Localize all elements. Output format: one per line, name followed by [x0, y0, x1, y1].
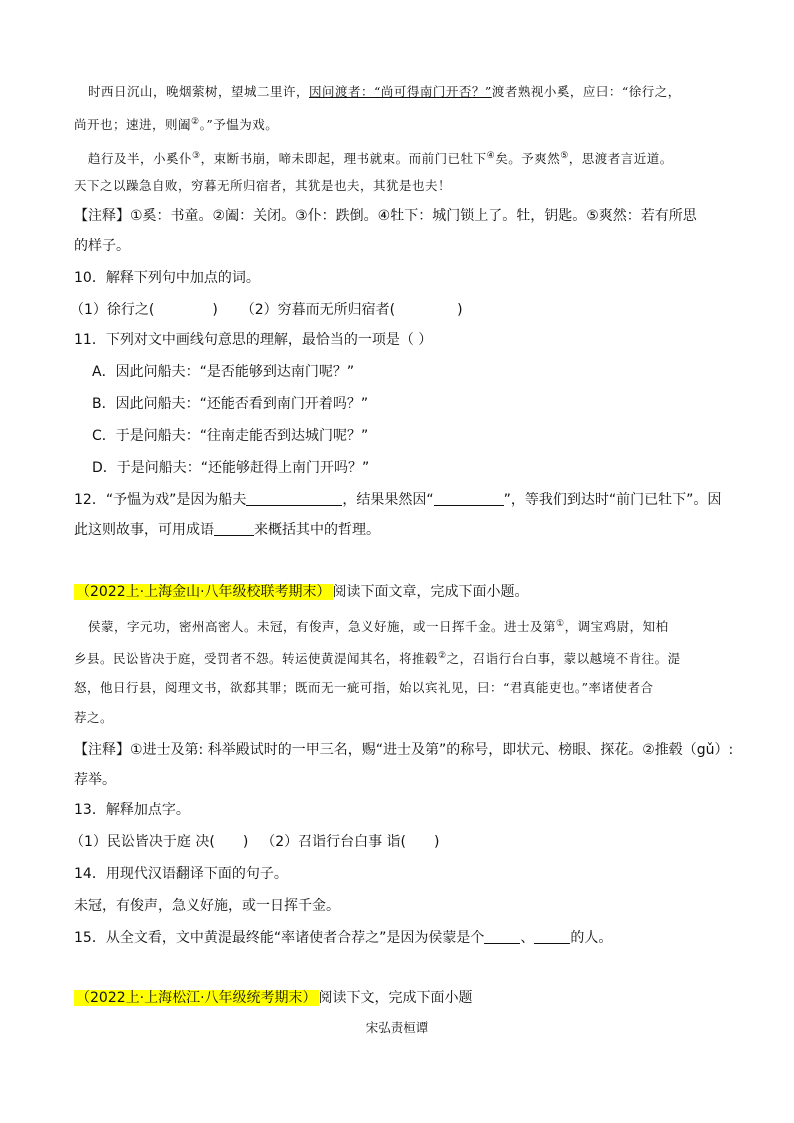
- source3: （2022上·上海松江·八年级统考期末） 阅读下文，完成下面小题: [76, 990, 473, 1006]
- passage1-line2: 尚开也；速进，则阖②。”予愠为戏。: [74, 117, 279, 132]
- q13-items: （1）民讼皆决于庭 决( ) （2）召诣行台白事 诣( ): [70, 834, 440, 850]
- q12-blank-1[interactable]: [246, 491, 342, 506]
- q11-stem: 11．下列对文中画线句意思的理解，最恰当的一项是（ ）: [74, 332, 433, 348]
- source2-tag: （2022上·上海金山·八年级校联考期末）: [76, 584, 331, 600]
- q15-line: 15．从全文看，文中黄湜最终能“率诸使者合荐之”是因为侯蒙是个 、 的人。: [74, 930, 613, 946]
- q14-sentence: 未冠，有俊声，急义好施，或一日挥千金。: [74, 898, 340, 914]
- q11-option-c[interactable]: C．于是问船夫：“往南走能否到达城门呢？”: [92, 428, 369, 444]
- q12-blank-3[interactable]: [214, 521, 254, 536]
- q11-option-d[interactable]: D．于是问船夫：“还能够赶得上南门开吗？”: [92, 460, 370, 476]
- passage2-line2: 乡县。民讼皆决于庭，受罚者不怨。转运使黄湜闻其名，将推毂②之，召诣行台白事，蒙以越境不肯往。湜: [74, 651, 681, 666]
- passage2-line1: 侯蒙，字元功，密州高密人。未冠，有俊声，急义好施，或一日挥千金。进士及第①，调宝鸡尉，知柏: [88, 619, 669, 634]
- q15-blank-1[interactable]: [484, 929, 520, 944]
- passage3-title: 宋弘责桓谭: [365, 1020, 429, 1035]
- q12-line2: 此这则故事，可用成语 来概括其中的哲理。: [74, 522, 380, 538]
- q12-blank-2[interactable]: [434, 491, 504, 506]
- source2: （2022上·上海金山·八年级校联考期末） 阅读下面文章，完成下面小题。: [76, 584, 529, 600]
- passage1-line1: 时西日沉山，晚烟萦树，望城二里许，因问渡者：“尚可得南门开否？”渡者熟视小奚，应曰：“徐行之，: [88, 84, 681, 99]
- note2-line1: 【注释】①进士及第: 科举殿试时的一甲三名，赐“进士及第”的称号，即状元、榜眼、探花。②推毂（gǔ）:: [74, 742, 734, 758]
- note2-line2: 荐举。: [74, 772, 116, 788]
- note1-line1: 【注释】①奚：书童。②阖：关闭。③仆：跌倒。④牡下：城门锁上了。牡，钥匙。⑤爽然：若有所思: [74, 208, 697, 224]
- source3-tag: （2022上·上海松江·八年级统考期末）: [76, 990, 317, 1006]
- passage1-line3: 趋行及半，小奚仆③，束断书崩，啼未即起，理书就束。而前门已牡下④矣。予爽然⑤，思渡者言近道。: [88, 151, 673, 166]
- note1-line2: 的样子。: [74, 238, 130, 254]
- q14-stem: 14．用现代汉语翻译下面的句子。: [74, 866, 288, 882]
- q13-stem: 13．解释加点字。: [74, 802, 190, 818]
- underlined-sentence: 因问渡者：“尚可得南门开否？”: [309, 84, 492, 99]
- q15-blank-2[interactable]: [534, 929, 570, 944]
- passage2-line4: 荐之。: [74, 710, 114, 725]
- q11-option-a[interactable]: A．因此问船夫：“是否能够到达南门呢？”: [92, 364, 355, 380]
- q12-line1: 12．“予愠为戏”是因为船夫 ，结果果然因“ ”，等我们到达时“前门已牡下”。因: [74, 492, 722, 508]
- passage1-line4: 天下之以躁急自败，穷暮无所归宿者，其犹是也夫，其犹是也夫！: [74, 178, 452, 193]
- q11-option-b[interactable]: B．因此问船夫：“还能否看到南门开着吗？”: [92, 396, 369, 412]
- q10-items: （1）徐行之( ) （2）穷暮而无所归宿者( ): [70, 302, 463, 318]
- passage2-line3: 怒，他日行县，阅理文书，欲郄其罪；既而无一疵可指，始以宾礼见，曰：“君真能吏也。”率诸使者合: [74, 680, 654, 695]
- q10-stem: 10．解释下列句中加点的词。: [74, 270, 260, 286]
